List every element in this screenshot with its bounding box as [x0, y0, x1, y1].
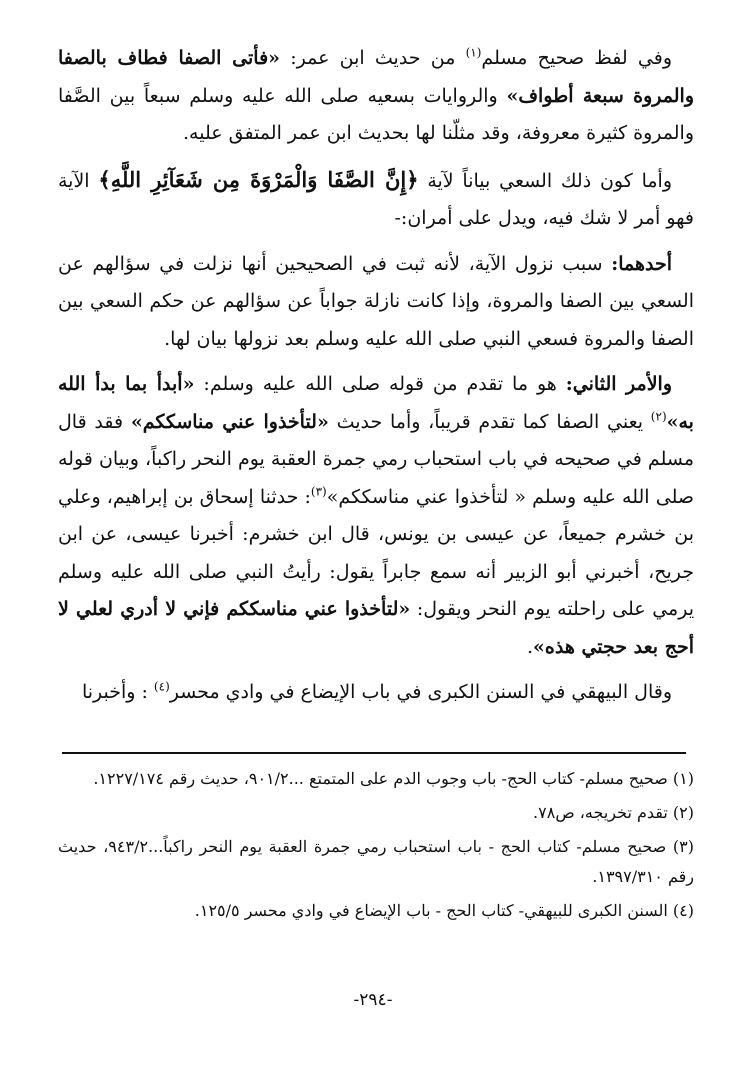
paragraph-4-text-3: فقد قال مسلم في صحيحه في باب استحباب رمي جمرة العقبة يوم النحر راكباً، وبيان قوله صلى الله عليه وسلم « لتأخذوا عني مناسككم»	[58, 410, 694, 508]
page-number: -٢٩٤-	[353, 990, 393, 1010]
footnote-ref-1: (١)	[465, 45, 482, 60]
paragraph-4-text-4: : حدثنا إسحاق بن إبراهيم، وعلي بن خشرم جميعاً، عن عيسى بن يونس، قال ابن خشرم: أخبرنا عيسى، عن ابن جريح، أخبرني أبو الزبير أنه سمع جابراً يقول: رأيتُ النبي صلى الله عليه وسلم يرمي على راحلته يوم النحر ويقول:	[58, 485, 694, 620]
footnote-1: (١) صحيح مسلم- كتاب الحج- باب وجوب الدم على المتمتع ...٩٠١/٢، حديث رقم ١٢٢٧/١٧٤.	[93, 769, 694, 788]
paragraph-4-text-2: يعني الصفا كما تقدم قريباً، وأما حديث	[328, 410, 651, 433]
paragraph-1-text-mid: من حديث ابن عمر:	[280, 47, 466, 69]
paragraph-4-text-5: .	[526, 635, 534, 658]
paragraph-3-lead: أحدهما:	[611, 252, 672, 275]
paragraph-5-text-start: وقال البيهقي في السنن الكبرى في باب الإيضاع في وادي محسر	[169, 681, 672, 703]
footnotes	[58, 764, 694, 930]
main-text	[58, 40, 694, 720]
footnote-3: (٣) صحيح مسلم- كتاب الحج - باب استحباب رمي جمرة العقبة يوم النحر راكباً...٩٤٣/٢، حديث رقم ١٣٩٧/٣١٠.	[58, 837, 695, 886]
paragraph-5	[58, 674, 694, 712]
paragraph-2-text-end: الآية فهو أمر لا شك فيه، ويدل على أمران:-	[58, 169, 694, 229]
paragraph-1-text-start: وفي لفظ صحيح مسلم	[481, 47, 673, 69]
paragraph-1-text-end: والروايات بسعيه صلى الله عليه وسلم سبعاً بين الصَّفا والمروة كثيرة معروفة، وقد مثلّنا لها بحديث ابن عمر المتفق عليه.	[58, 84, 694, 144]
paragraph-4-lead: والأمر الثاني:	[565, 373, 672, 395]
paragraph-2-text-start: وأما كون ذلك السعي بياناً لآية	[418, 169, 672, 192]
footnote-divider	[62, 752, 686, 754]
footnote-2: (٢) تقدم تخريجه، ص٧٨.	[533, 803, 694, 822]
paragraph-4-text-1: هو ما تقدم من قوله صلى الله عليه وسلم:	[194, 373, 566, 395]
footnote-ref-3: (٣)	[310, 484, 327, 499]
paragraph-1	[58, 40, 694, 153]
paragraph-5-text-end: : وأخبرنا	[81, 681, 154, 703]
footnote-ref-2: (٢)	[650, 409, 667, 424]
quran-verse: ﴿إِنَّ الصَّفَا وَالْمَرْوَةَ مِن شَعَآئِرِ اللَّهِ﴾	[98, 166, 419, 192]
paragraph-3-text: سبب نزول الآية، لأنه ثبت في الصحيحين أنها نزلت في سؤالهم عن السعي بين الصفا والمروة، وإذا كانت نازلة جواباً عن سؤالهم عن حكم السعي بين الصفا والمروة فسعي النبي صلى الله عليه وسلم بعد نزولها بيان لها.	[58, 252, 694, 350]
hadith-quote-3: «لتأخذوا عني مناسككم فإني لا أدري لعلي لا أحج بعد حجتي هذه»	[58, 598, 694, 658]
footnote-ref-4: (٤)	[153, 679, 170, 694]
hadith-quote-1: «أبدأ بما بدأ الله به»	[58, 373, 694, 433]
paragraph-2	[58, 161, 694, 238]
hadith-quote-2: «لتأخذوا عني مناسككم»	[130, 410, 329, 433]
footnote-4: (٤) السنن الكبرى للبيهقي- كتاب الحج - باب الإيضاع في وادي محسر ١٢٥/٥.	[194, 901, 694, 920]
paragraph-3	[58, 246, 694, 359]
hadith-quote: «فأتى الصفا فطاف بالصفا والمروة سبعة أطواف»	[58, 47, 694, 107]
paragraph-4	[58, 366, 694, 666]
